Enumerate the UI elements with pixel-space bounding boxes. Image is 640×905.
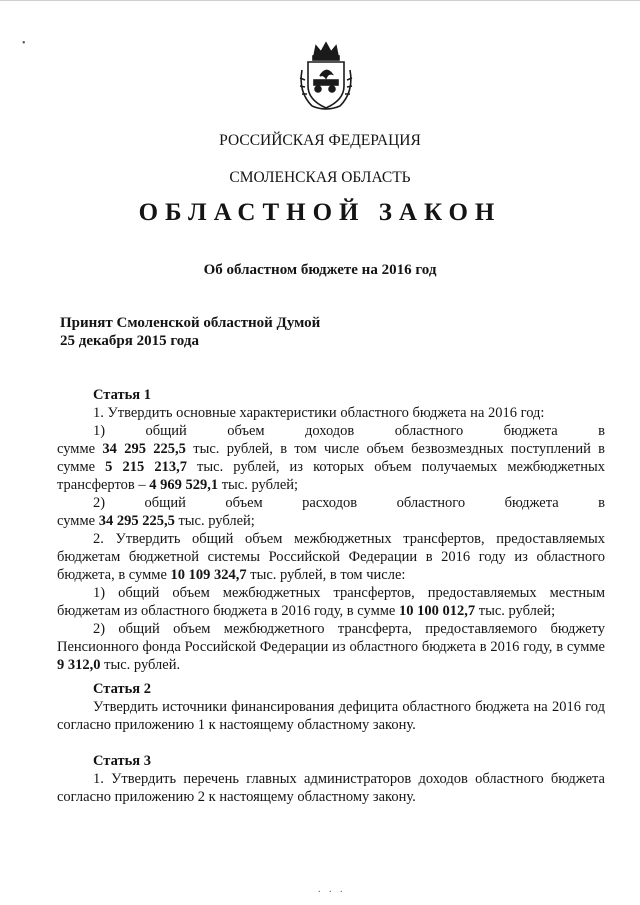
scan-speck: • (22, 38, 26, 49)
article-1-heading: Статья 1 (93, 387, 151, 403)
article-1-paragraph: 2. Утвердить общий объем межбюджетных трансфертов, предоставляемых бюджетам бюджетной системы Российской Федерации в 2016 году из областного бюджета, в сумме 10 109 324,7 тыс. рублей, в том числе: (57, 531, 605, 583)
adoption-note (60, 314, 320, 350)
article-3-paragraph: 1. Утвердить перечень главных администраторов доходов областного бюджета согласно приложению 2 к настоящему областному закону. (57, 771, 605, 805)
scan-dots: . . . (318, 884, 346, 895)
scan-edge (0, 0, 640, 1)
article-1-paragraph: 1. Утвердить основные характеристики областного бюджета на 2016 год: (93, 405, 545, 421)
article-1-item: 1) общий объем межбюджетных трансфертов, предоставляемых местным бюджетам из областного бюджета в 2016 году, в сумме 10 100 012,7 тыс. рублей; (57, 585, 605, 619)
article-1-item: 1) общий объем доходов областного бюджета в (93, 423, 605, 439)
adoption-date: 25 декабря 2015 года (60, 333, 199, 349)
adoption-body: Принят Смоленской областной Думой (60, 315, 321, 331)
article-2 (57, 680, 605, 734)
law-subject: Об областном бюджете на 2016 год (203, 262, 437, 278)
region-heading: СМОЛЕНСКАЯ ОБЛАСТЬ (229, 169, 411, 186)
article-1-item-cont: сумме 5 215 213,7 тыс. рублей, из которых объем получаемых межбюджетных (57, 459, 606, 475)
article-2-heading: Статья 2 (93, 681, 151, 697)
article-1-item-cont: сумме 34 295 225,5 тыс. рублей; (57, 513, 255, 529)
smolensk-coat-of-arms-icon (290, 40, 362, 114)
article-1-item-cont: сумме 34 295 225,5 тыс. рублей, в том числе объем безвозмездных поступлений в (57, 441, 606, 457)
article-2-paragraph: Утвердить источники финансирования дефицита областного бюджета на 2016 год согласно приложению 1 к настоящему областному закону. (57, 699, 605, 733)
document-title: ОБЛАСТНОЙ ЗАКОН (138, 199, 502, 226)
article-1-item: 2) общий объем расходов областного бюджета в (93, 495, 605, 511)
article-1-item: 2) общий объем межбюджетного трансферта, предоставляемого бюджету Пенсионного фонда Российской Федерации из областного бюджета в 2016 году, в сумме 9 312,0 тыс. рублей. (57, 621, 605, 673)
article-1-item-cont: трансфертов – 4 969 529,1 тыс. рублей; (57, 477, 299, 493)
article-3 (57, 752, 605, 806)
article-3-heading: Статья 3 (93, 753, 151, 769)
law-body (57, 386, 605, 674)
country-heading: РОССИЙСКАЯ ФЕДЕРАЦИЯ (219, 132, 421, 149)
